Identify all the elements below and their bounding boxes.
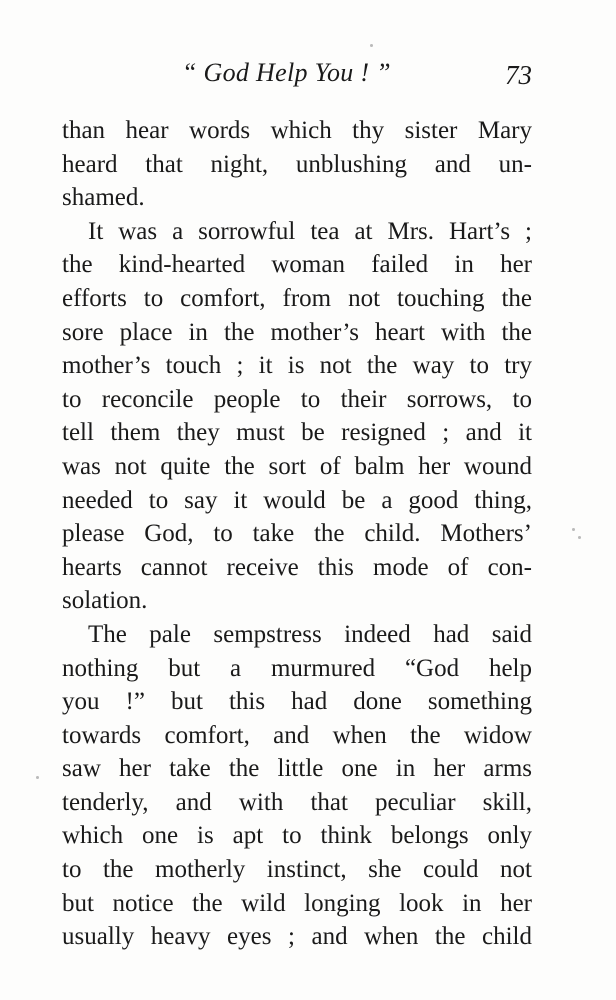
text-line: The pale sempstress indeed had said <box>88 620 532 648</box>
print-speck <box>370 44 373 47</box>
text-line: but notice the wild longing look in her <box>62 889 532 917</box>
text-line: nothing but a murmured “God help <box>62 654 532 682</box>
text-line: you !” but this had done something <box>62 688 532 716</box>
text-line: to reconcile people to their sorrows, to <box>62 385 532 413</box>
text-line: usually heavy eyes ; and when the child <box>62 923 532 951</box>
print-speck <box>36 776 39 779</box>
body-text <box>62 114 532 954</box>
text-line: which one is apt to think belongs only <box>62 822 532 850</box>
page-header <box>62 56 532 96</box>
text-line: tenderly, and with that peculiar skill, <box>62 788 532 816</box>
print-speck <box>578 536 581 539</box>
running-title: “ God Help You ! ” <box>182 58 391 87</box>
text-line: sore place in the mother’s heart with the <box>62 318 532 346</box>
text-line: efforts to comfort, from not touching the <box>62 284 532 312</box>
text-line: to the motherly instinct, she could not <box>62 856 532 884</box>
text-line: the kind-hearted woman failed in her <box>62 251 532 279</box>
text-line: towards comfort, and when the widow <box>62 721 532 749</box>
text-line: needed to say it would be a good thing, <box>62 486 532 514</box>
text-line: than hear words which thy sister Mary <box>62 117 532 144</box>
page-number: 73 <box>505 60 532 90</box>
text-line: please God, to take the child. Mothers’ <box>62 520 532 548</box>
text-line: mother’s touch ; it is not the way to try <box>62 352 532 380</box>
text-line: solation. <box>62 587 148 615</box>
text-line: heard that night, unblushing and un- <box>62 150 532 178</box>
text-line: shamed. <box>62 184 145 212</box>
text-line: was not quite the sort of balm her wound <box>62 452 532 480</box>
text-line: hearts cannot receive this mode of con- <box>62 553 532 581</box>
text-line: saw her take the little one in her arms <box>62 755 532 783</box>
print-speck <box>572 528 575 531</box>
text-line: It was a sorrowful tea at Mrs. Hart’s ; <box>88 217 532 245</box>
text-line: tell them they must be resigned ; and it <box>62 419 532 447</box>
